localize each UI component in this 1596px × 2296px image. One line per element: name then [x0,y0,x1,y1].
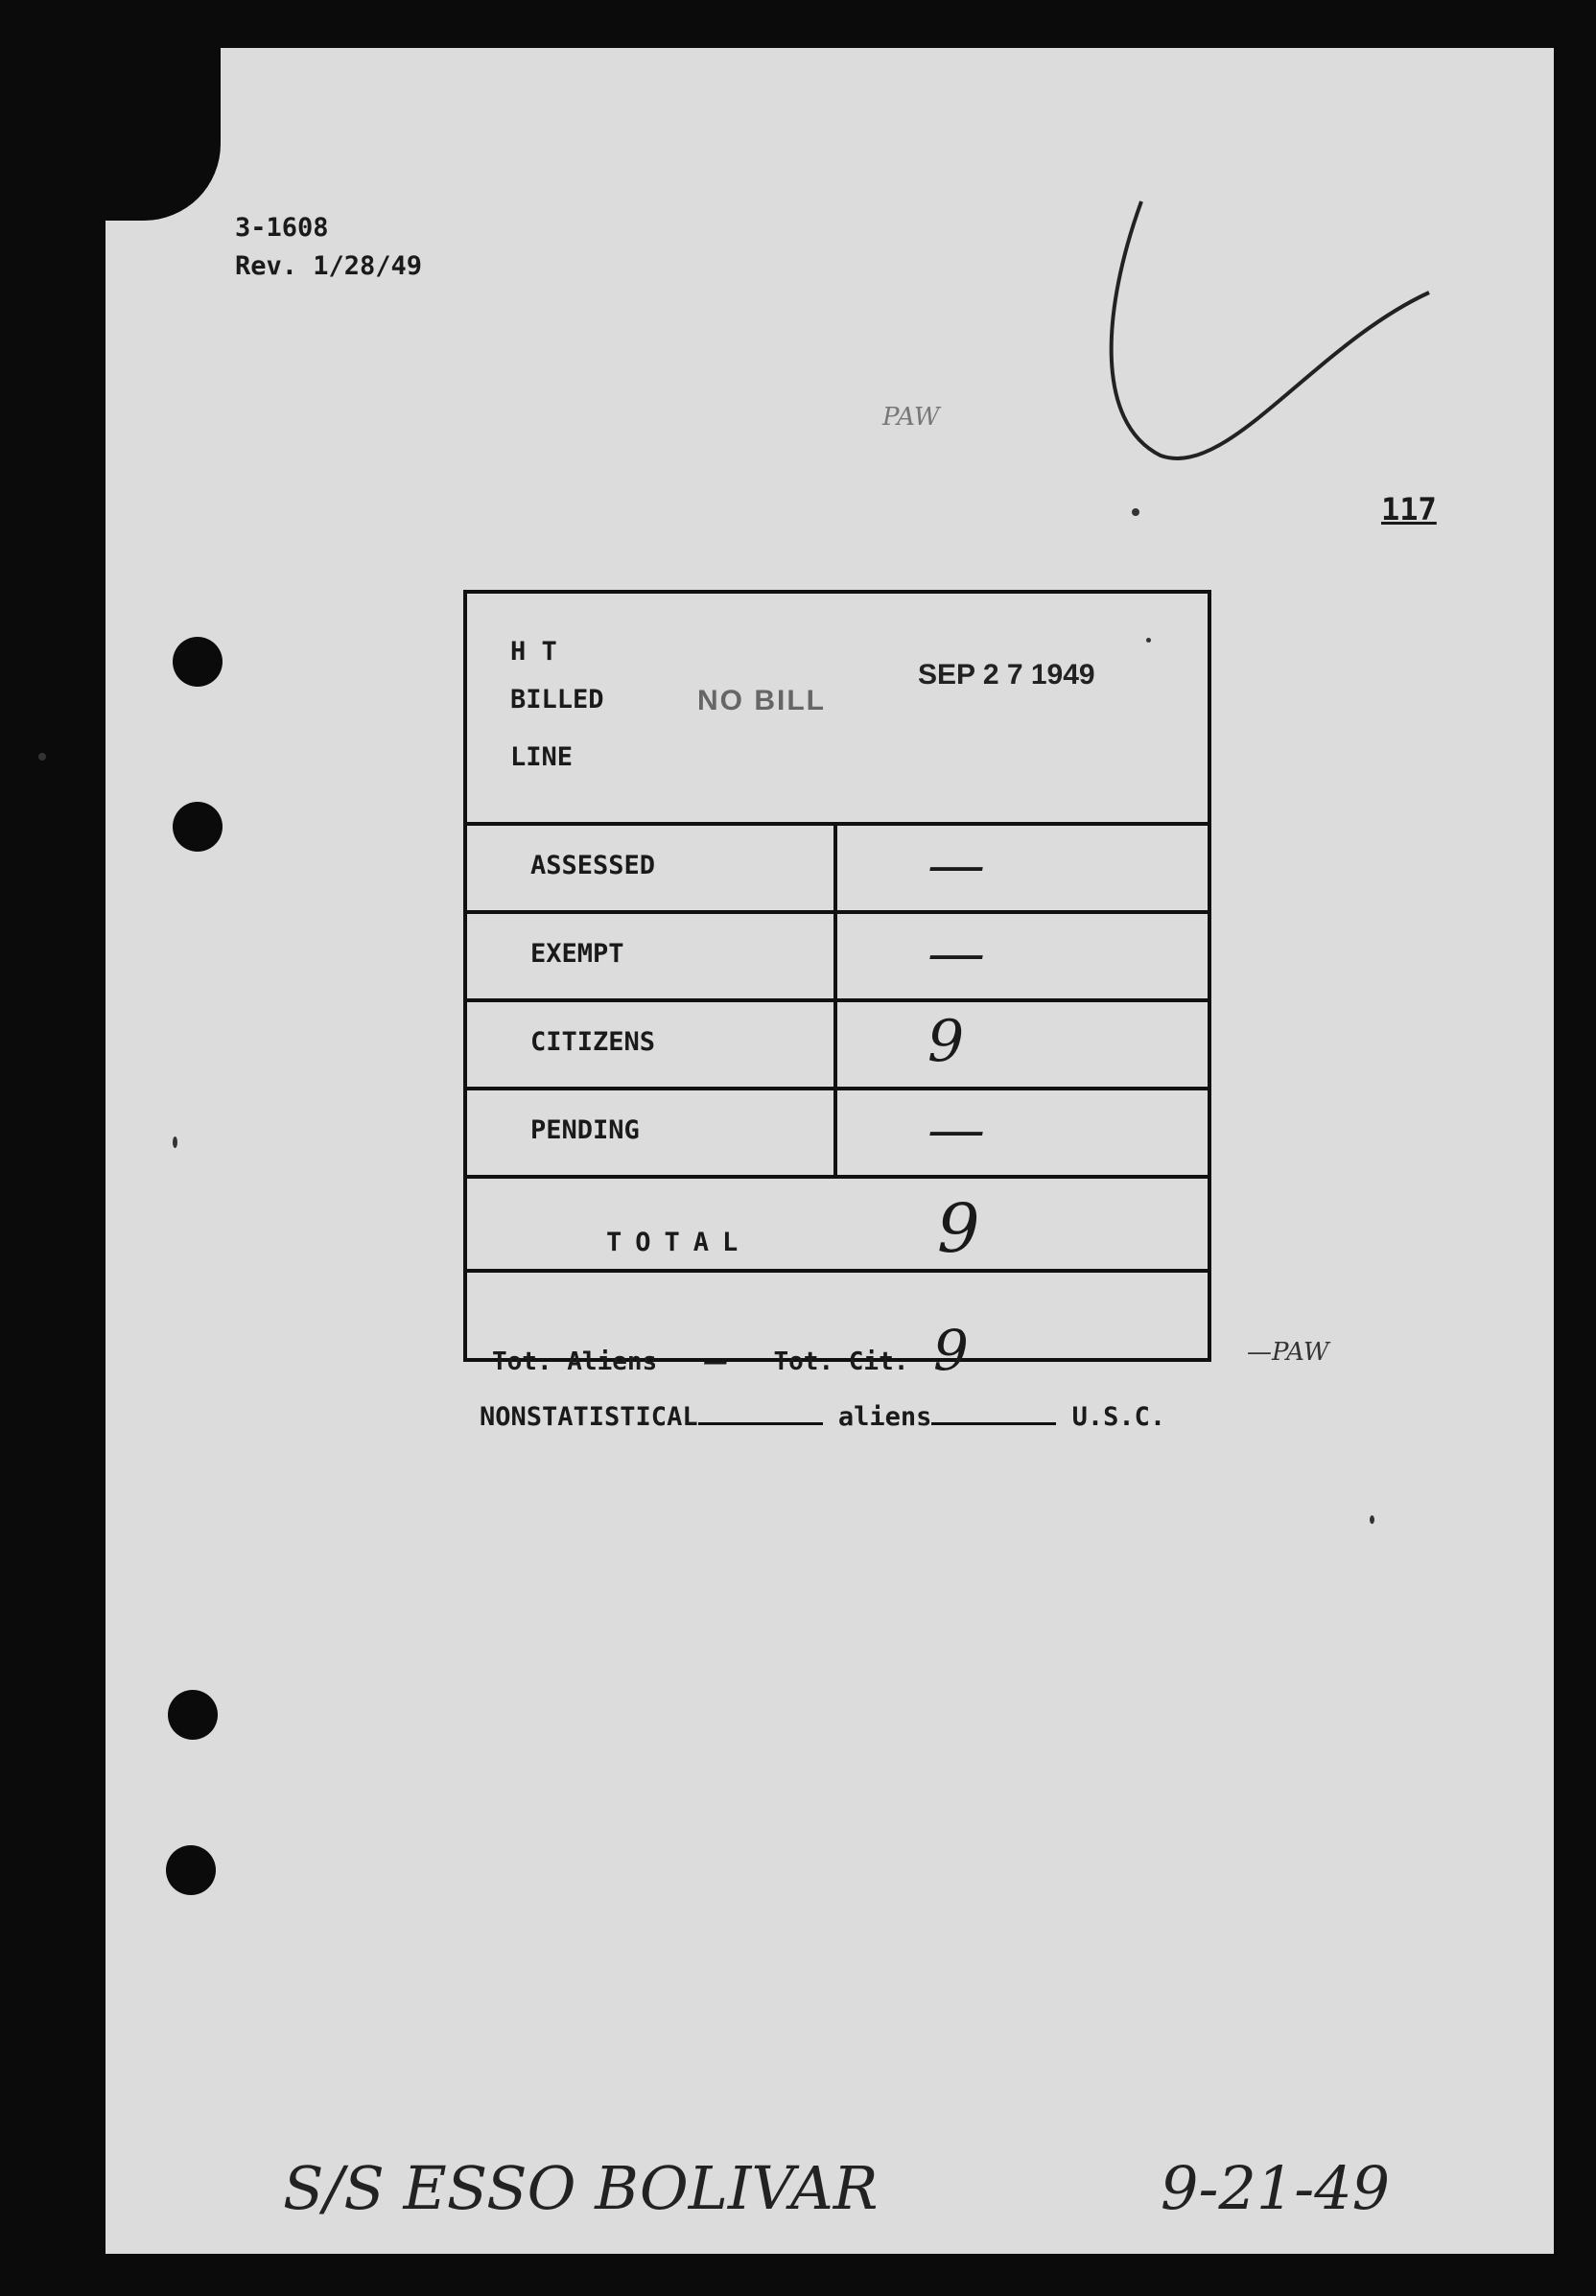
row-value: — [927,832,985,899]
speck [1370,1515,1374,1524]
punch-hole [166,1845,216,1895]
date-stamp: SEP 2 7 1949 [918,659,1095,691]
speck [173,1136,177,1148]
tally-form [463,590,1211,1383]
row-label: CITIZENS [530,1027,656,1057]
row-assessed [467,822,1208,914]
row-divider [833,822,837,914]
form-identifier [235,209,422,286]
row-label: EXEMPT [530,939,624,969]
aliens-label: aliens [837,1402,932,1432]
form-code: 3-1608 [235,213,329,243]
page-number: 117 [1381,491,1437,527]
speck [1132,508,1139,516]
total-citizens-label: Tot. Cit. [773,1347,909,1376]
check-mark-icon [1074,192,1439,480]
row-value: 9 [927,1008,965,1075]
row-divider [833,998,837,1090]
row-label: PENDING [530,1115,640,1145]
row-value: — [927,920,985,987]
punch-hole [173,637,223,687]
form-revision: Rev. 1/28/49 [235,251,423,281]
row-exempt [467,910,1208,1002]
row-divider [833,1087,837,1179]
header-line-line: LINE [510,742,574,772]
punch-hole [173,802,223,852]
blank-field [931,1422,1056,1425]
row-pending [467,1087,1208,1179]
header-line-billed: BILLED [510,685,604,715]
date-handwritten: 9-21-49 [1161,2153,1391,2223]
row-citizens [467,998,1208,1090]
initials-side: —PAW [1247,1338,1329,1367]
blank-field [698,1422,823,1425]
total-aliens-value: — [702,1347,728,1376]
speck [1146,638,1151,643]
torn-corner [86,38,221,221]
initials-top: PAW [882,403,940,432]
punch-hole [168,1690,218,1740]
total-value: 9 [937,1189,980,1268]
total-row [467,1175,1208,1273]
nonstatistical-line [480,1402,1165,1432]
row-value: — [927,1096,985,1163]
usc-label: U.S.C. [1071,1402,1166,1432]
totals-line [492,1318,969,1383]
speck [38,753,46,761]
total-label: TOTAL [606,1228,752,1257]
header-line-ht: H T [510,637,557,667]
total-citizens-value: 9 [933,1318,969,1383]
no-bill-stamp: NO BILL [697,685,826,716]
form-header [467,594,1208,826]
row-divider [833,910,837,1002]
total-aliens-label: Tot. Aliens [492,1347,658,1376]
ship-name-handwritten: S/S ESSO BOLIVAR [283,2153,879,2223]
nonstatistical-label: NONSTATISTICAL [480,1402,698,1432]
row-label: ASSESSED [530,851,656,880]
